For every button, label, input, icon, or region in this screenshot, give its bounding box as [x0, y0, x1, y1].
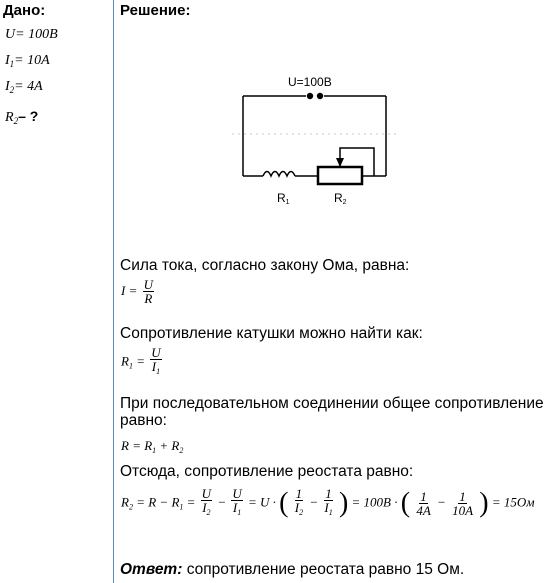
given-voltage — [5, 27, 58, 43]
coil-resistance-text: Сопротивление катушки можно найти как: — [120, 325, 423, 342]
formula-total-resistance: $R = R_1 + R_2$ — [121, 438, 184, 455]
rheostat-slider-arrow — [336, 158, 344, 167]
given-current-1 — [5, 53, 50, 69]
coil-inductor — [263, 172, 295, 177]
column-divider — [113, 0, 114, 583]
formula-lhs: I = — [121, 282, 138, 298]
given-value: = 10A — [14, 53, 50, 68]
given-sub: 2 — [9, 85, 15, 95]
answer-label: Ответ: — [120, 561, 183, 578]
r2-label: R2 — [334, 191, 347, 206]
answer-line — [120, 561, 464, 579]
r1-label: R1 — [277, 191, 290, 206]
given-unknown — [5, 108, 38, 126]
circuit-diagram — [230, 70, 400, 210]
solution-heading: Решение: — [120, 2, 191, 19]
rheostat-body — [318, 167, 362, 184]
formula-rheostat-resistance: $R_2 = R - R_1$ = $\frac{U}{I_2}$ − $\frac{U}{I_1}$ = U · ( $\frac{1}{I_2}$ − $\frac{1}{I_1}$ ) = 100B · ( $\frac{1}{4A}$ − $\frac{1}{10A}$ ) = 15Ом — [121, 486, 535, 519]
given-sub: 1 — [9, 59, 15, 69]
answer-text: сопротивление реостата равно 15 Ом. — [182, 561, 465, 578]
given-value: = 4A — [14, 79, 43, 94]
fraction: $\frac{U}{I_1}$ — [151, 345, 161, 376]
given-var: I — [5, 79, 10, 94]
given-var: R — [5, 110, 14, 125]
given-value: = 100B — [15, 27, 58, 42]
given-question: – ? — [18, 108, 39, 124]
formula-current — [121, 278, 156, 306]
given-heading: Дано: — [3, 2, 46, 19]
given-current-2 — [5, 79, 43, 95]
formula-coil-resistance: $R_1$ = $\frac{U}{I_1}$ — [121, 346, 164, 379]
fraction: $\frac{U}{R}$ — [143, 277, 153, 306]
given-var: I — [5, 53, 10, 68]
given-column — [0, 0, 112, 583]
ohm-law-text: Сила тока, согласно закону Ома, равна: — [120, 257, 410, 274]
terminal-left — [307, 93, 313, 99]
series-connection-text: При последовательном соединении общее сопротивление равно: — [120, 395, 544, 429]
source-label: U=100B — [288, 75, 332, 89]
rheostat-text: Отсюда, сопротивление реостата равно: — [120, 463, 414, 480]
given-var: U — [5, 27, 16, 42]
terminal-right — [317, 93, 323, 99]
given-sub: 2 — [13, 116, 19, 126]
